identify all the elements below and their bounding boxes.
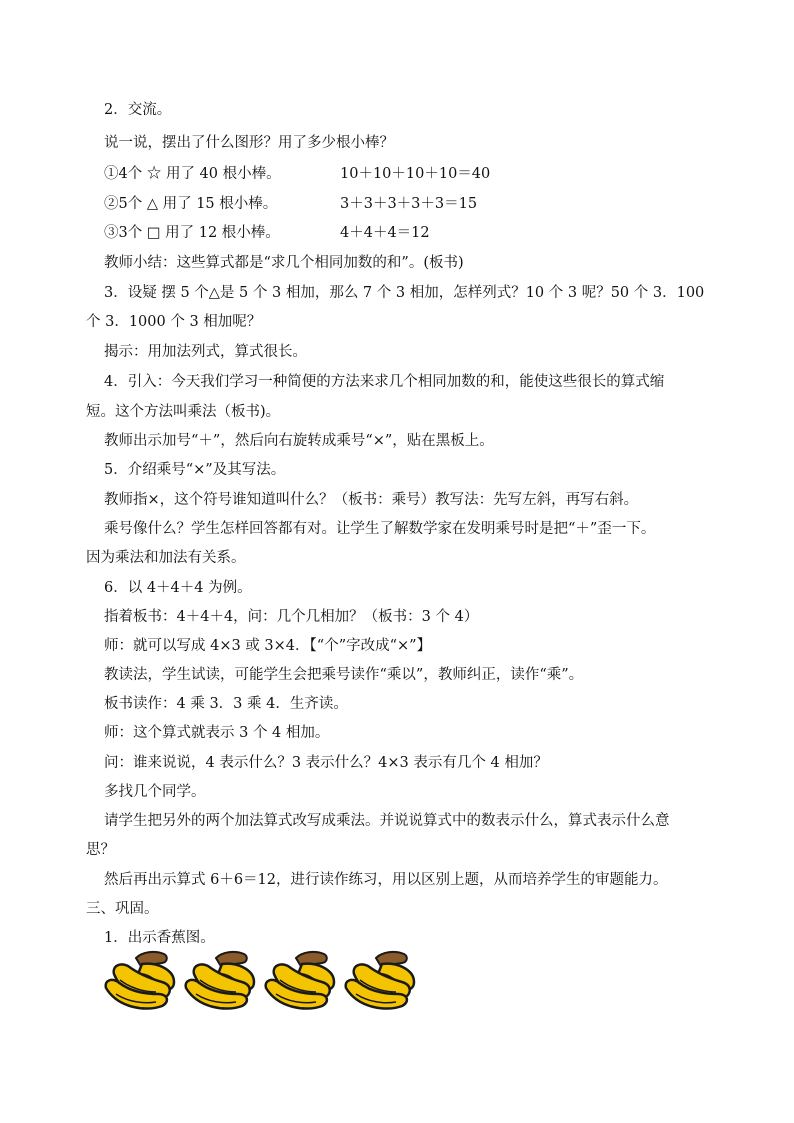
text-line: 指着板书：4＋4＋4，问：几个几相加？（板书：3 个 4） (104, 609, 479, 625)
text-line: 多找几个同学。 (104, 784, 206, 800)
text-line: 短。这个方法叫乘法（板书)。 (86, 404, 281, 420)
text-line: 4．引入：今天我们学习一种简便的方法来求几个相同加数的和，能使这些很长的算式缩 (104, 374, 665, 390)
text-line: 6．以 4＋4＋4 为例。 (104, 580, 252, 596)
text-line: 请学生把另外的两个加法算式改写成乘法。并说说算式中的数表示什么，算式表示什么意 (104, 813, 670, 829)
text-line: 问：谁来说说，4 表示什么？3 表示什么？4×3 表示有几个 4 相加？ (104, 755, 548, 771)
text-line: 然后再出示算式 6＋6＝12，进行读作练习，用以区别上题，从而培养学生的审题能力。 (104, 872, 668, 888)
text-line: 5．介绍乘号“×”及其写法。 (104, 462, 286, 478)
equation-text: 4＋4＋4＝12 (340, 225, 430, 241)
equation-text: 10＋10＋10＋10＝40 (340, 166, 491, 182)
text-line: ②5个 △ 用了 15 根小棒。 (104, 196, 278, 212)
text-line: 说一说，摆出了什么图形？用了多少根小棒？ (104, 135, 394, 151)
text-line: 1．出示香蕉图。 (104, 930, 215, 946)
banana-bunch-icon (342, 948, 420, 1012)
banana-bunch-icon (102, 948, 180, 1012)
text-line: ①4个 ☆ 用了 40 根小棒。 (104, 166, 281, 182)
text-line: 教读法，学生试读，可能学生会把乘号读作“乘以”，教师纠正，读作“乘”。 (104, 667, 584, 683)
banana-bunch-icon (262, 948, 340, 1012)
text-line: 教师小结：这些算式都是“求几个相同加数的和”。(板书) (104, 255, 464, 271)
text-line: 乘号像什么？学生怎样回答都有对。让学生了解数学家在发明乘号时是把“＋”歪一下。 (104, 521, 656, 537)
banana-bunch-icon (182, 948, 260, 1012)
text-line: 师：这个算式就表示 3 个 4 相加。 (104, 725, 330, 741)
banana-illustration (102, 948, 422, 1012)
text-line: 思？ (86, 842, 115, 858)
text-line: 揭示：用加法列式，算式很长。 (104, 344, 307, 360)
section-heading: 三、巩固。 (86, 901, 159, 917)
text-line: 因为乘法和加法有关系。 (86, 550, 246, 566)
text-line: 教师指×，这个符号谁知道叫什么？（板书：乘号）教写法：先写左斜，再写右斜。 (104, 492, 639, 508)
text-line: ③3个 □ 用了 12 根小棒。 (104, 225, 280, 241)
text-line: 2．交流。 (104, 102, 172, 118)
text-line: 师：就可以写成 4×3 或 3×4．【“个”字改成“×”】 (104, 638, 432, 654)
equation-text: 3＋3＋3＋3＋3＝15 (340, 196, 478, 212)
text-line: 3．设疑 摆 5 个△是 5 个 3 相加，那么 7 个 3 相加，怎样列式？10 个 3 呢？50 个 3．100 (104, 285, 705, 301)
text-line: 教师出示加号“＋”，然后向右旋转成乘号“×”，贴在黑板上。 (104, 433, 494, 449)
text-line: 个 3．1000 个 3 相加呢？ (86, 314, 262, 330)
text-line: 板书读作：4 乘 3．3 乘 4．生齐读。 (104, 696, 348, 712)
